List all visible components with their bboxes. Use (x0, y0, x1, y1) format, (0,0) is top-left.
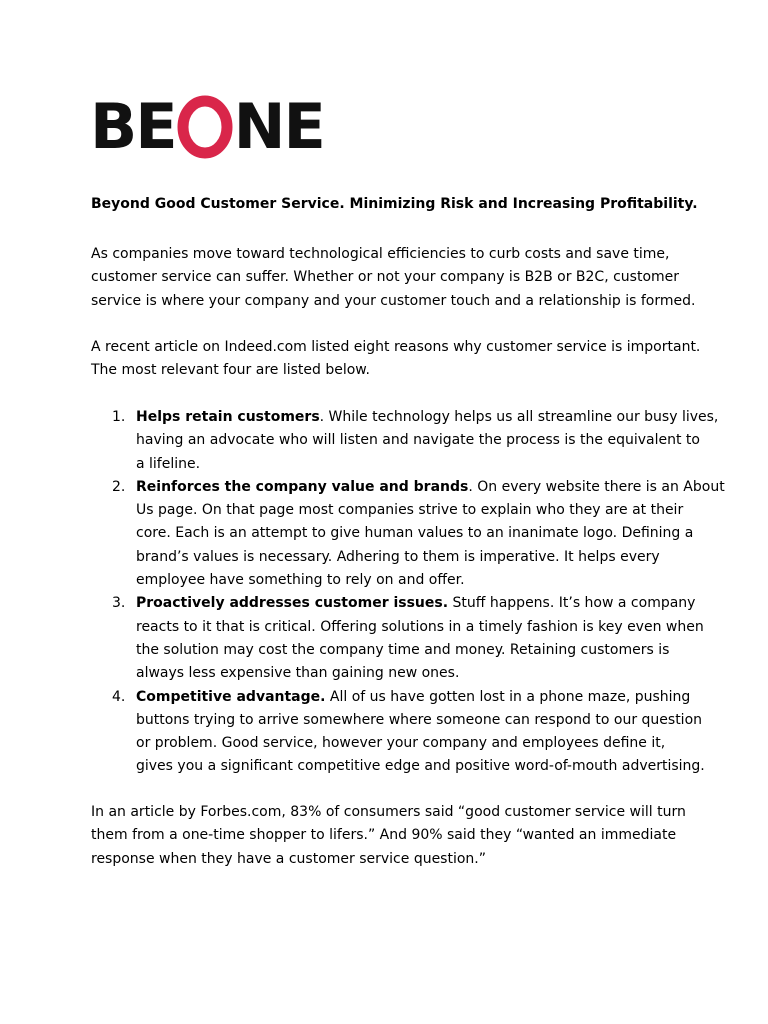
reason-number: 3. (112, 595, 126, 612)
reasons-list (91, 406, 725, 779)
indeed-paragraph (91, 336, 701, 383)
logo-ring-icon (177, 95, 233, 159)
reason-title: Competitive advantage. (136, 688, 326, 705)
reason-number: 4. (112, 688, 126, 705)
reason-line: or problem. Good service, however your company and employees define it, (136, 735, 666, 752)
reason-line: a lifeline. (136, 455, 201, 472)
forbes-line: In an article by Forbes.com, 83% of consumers said “good customer service will turn (91, 804, 686, 820)
reason-line: Us page. On that page most companies strive to explain who they are at their (136, 502, 684, 519)
reason-title: Helps retain customers (136, 409, 320, 425)
beone-logo (90, 92, 324, 162)
reason-first-line-text: . On every website there is an About (468, 478, 725, 495)
forbes-paragraph (91, 801, 691, 871)
reason-first-line-text: All of us have gotten lost in a phone maze, pushing (325, 688, 691, 705)
reason-first-line-text: . While technology helps us all streamline our busy lives, (319, 409, 719, 425)
reason-first-line (136, 476, 725, 499)
reason-line: core. Each is an attempt to give human values to an inanimate logo. Defining a (136, 525, 694, 542)
forbes-line: them from a one-time shopper to lifers.” And 90% said they “wanted an immediate (91, 827, 677, 844)
forbes-line: response when they have a customer service question.” (91, 850, 487, 867)
reason-line: the solution may cost the company time and money. Retaining customers is (136, 641, 670, 658)
intro-paragraph (91, 243, 696, 313)
reason-number: 2. (112, 478, 126, 495)
intro-line: customer service can suffer. Whether or not your company is B2B or B2C, customer (91, 269, 680, 286)
reason-line: reacts to it that is critical. Offering solutions in a timely fashion is key even when (136, 618, 704, 635)
indeed-line: A recent article on Indeed.com listed eight reasons why customer service is important. (91, 339, 701, 355)
reason-line: buttons trying to arrive somewhere where someone can respond to our question (136, 711, 703, 728)
reason-title: Reinforces the company value and brands (136, 478, 469, 495)
reason-first-line-text: Stuff happens. It’s how a company (448, 595, 696, 612)
indeed-line: The most relevant four are listed below. (91, 362, 370, 379)
logo-text-ne: NE (233, 90, 324, 163)
reason-line: having an advocate who will listen and navigate the process is the equivalent to (136, 432, 700, 449)
reason-first-line (136, 406, 719, 429)
reason-item (91, 476, 725, 592)
reason-item (91, 406, 719, 476)
reason-first-line (136, 592, 696, 615)
logo-text-be: BE (90, 90, 176, 163)
reason-line: always less expensive than gaining new ones. (136, 665, 460, 682)
intro-line: As companies move toward technological efficiencies to curb costs and save time, (91, 246, 670, 262)
reason-item (91, 592, 704, 685)
reason-line: employee have something to rely on and offer. (136, 572, 465, 589)
intro-line: service is where your company and your customer touch and a relationship is formed. (91, 292, 696, 309)
reason-title: Proactively addresses customer issues. (136, 595, 449, 612)
reason-number: 1. (112, 409, 126, 425)
reason-line: brand’s values is necessary. Adhering to them is imperative. It helps every (136, 548, 660, 565)
reason-first-line (136, 686, 691, 709)
reason-line: gives you a significant competitive edge and positive word-of-mouth advertising. (136, 758, 705, 775)
document-headline: Beyond Good Customer Service. Minimizing Risk and Increasing Profitability. (91, 196, 698, 212)
reason-item (91, 686, 705, 779)
